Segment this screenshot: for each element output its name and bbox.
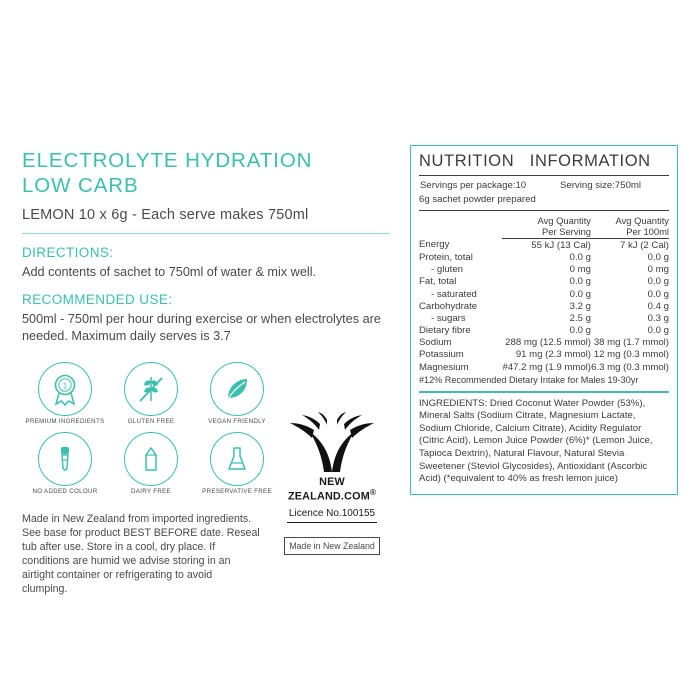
award-ribbon-icon — [38, 362, 92, 416]
serving-size: Serving size:750ml — [560, 180, 642, 191]
sachet-note: 6g sachet powder prepared — [419, 193, 536, 205]
table-row — [419, 251, 669, 263]
row-serving-value: #47.2 mg (1.9 mmol) — [502, 361, 591, 373]
divider — [419, 175, 669, 176]
table-header-row — [419, 214, 669, 239]
serving-info — [419, 179, 669, 206]
product-title-line2: LOW CARB — [22, 174, 139, 197]
row-serving-value: 0.0 g — [569, 288, 591, 300]
badge-dairy-free — [108, 432, 194, 496]
recommended-use-heading: RECOMMENDED USE: — [22, 292, 173, 307]
ingredients-text: INGREDIENTS: Dried Coconut Water Powder (53%), Mineral Salts (Sodium Citrate, Magnesium Lactate, Sodium Chloride, Calcium Citrate), Acidity Regulator (Citric Acid), Lemon Juice Powder (6%)* (Lemon Juice, Tapioca Dextrin), Natural Flavour, Natural Stevia Sweetener (Steviol Glycosides), Antioxidant (Ascorbic Acid) (*equivalent to 40% as fresh lemon juice) — [419, 397, 653, 485]
row-label: Sodium — [419, 337, 452, 349]
row-per100-value: 7 kJ (2 Cal) — [619, 239, 669, 251]
row-per100-value: 6.3 mg (0.3 mmol) — [591, 361, 669, 373]
row-per100-value: 0.0 g — [647, 288, 669, 300]
directions-text: Add contents of sachet to 750ml of water & mix well. — [22, 265, 317, 279]
table-row — [419, 312, 669, 324]
registered-trademark-icon: ® — [369, 488, 377, 497]
row-label: - saturated — [431, 288, 477, 300]
table-row — [419, 239, 669, 252]
nutrition-information-panel — [410, 145, 678, 495]
row-label: Dietary fibre — [419, 325, 471, 337]
row-serving-value: 91 mg (2.3 mmol) — [515, 349, 591, 361]
badge-premium-ingredients — [22, 362, 108, 426]
product-title — [22, 148, 390, 198]
table-row — [419, 264, 669, 276]
badge-label: DAIRY FREE — [131, 488, 171, 495]
row-serving-value: 2.5 g — [569, 312, 591, 324]
row-per100-value: 0.3 g — [647, 312, 669, 324]
row-label: Magnesium — [419, 361, 469, 373]
silver-fern-icon — [284, 412, 380, 474]
row-serving-value: 0 mg — [569, 264, 591, 276]
divider-teal — [419, 391, 669, 392]
table-row — [419, 337, 669, 349]
badge-no-added-colour — [22, 432, 108, 496]
badge-label: VEGAN FRIENDLY — [208, 418, 266, 425]
row-serving-value: 0.0 g — [569, 251, 591, 263]
row-label: - sugars — [431, 312, 466, 324]
table-row — [419, 325, 669, 337]
row-per100-value: 0 mg — [647, 264, 669, 276]
row-serving-value: 288 mg (12.5 mmol) — [505, 337, 591, 349]
row-serving-value: 3.2 g — [569, 300, 591, 312]
badge-group — [22, 362, 282, 496]
table-row — [419, 288, 669, 300]
product-title-line1: ELECTROLYTE HYDRATION — [22, 149, 313, 172]
wheat-crossed-icon — [124, 362, 178, 416]
row-per100-value: 38 mg (1.7 mmol) — [593, 337, 669, 349]
servings-per-package: Servings per package:10 — [420, 180, 527, 191]
spacer — [22, 281, 390, 292]
row-label: Potassium — [419, 349, 464, 361]
badge-row-2 — [22, 432, 282, 496]
header-blank — [419, 214, 502, 239]
badge-label: PRESERVATIVE FREE — [202, 488, 272, 495]
recommended-use-text: 500ml - 750ml per hour during exercise or when electrolytes are needed. Maximum daily serves is 3.7 — [22, 312, 381, 343]
badge-row-1 — [22, 362, 282, 426]
divider-under-subtitle — [22, 233, 390, 234]
header-per-serving: Avg Quantity Per Serving — [502, 214, 591, 239]
table-row — [419, 300, 669, 312]
nz-site-label: NEW ZEALAND.COM® — [287, 476, 377, 503]
flask-icon — [210, 432, 264, 486]
badge-vegan-friendly — [194, 362, 280, 426]
nutrition-panel-title: NUTRITION INFORMATION — [419, 152, 651, 170]
badge-label: PREMIUM INGREDIENTS — [25, 418, 105, 425]
milk-carton-icon — [124, 432, 178, 486]
table-row — [419, 349, 669, 361]
nz-licence-number: Licence No.100155 — [287, 508, 377, 523]
row-per100-value: 0.0 g — [647, 325, 669, 337]
badge-gluten-free — [108, 362, 194, 426]
row-serving-value: 0.0 g — [569, 276, 591, 288]
row-per100-value: 0.4 g — [647, 300, 669, 312]
new-zealand-mark — [276, 412, 388, 555]
badge-label: NO ADDED COLOUR — [32, 488, 98, 495]
badge-preservative-free — [194, 432, 280, 496]
product-subtitle: LEMON 10 x 6g - Each serve makes 750ml — [22, 207, 309, 223]
dropper-icon — [38, 432, 92, 486]
row-label: Carbohydrate — [419, 300, 478, 312]
made-in-new-zealand-badge: Made in New Zealand — [284, 537, 380, 555]
nutrition-table — [419, 214, 669, 373]
divider — [419, 210, 669, 211]
row-serving-value: 0.0 g — [569, 325, 591, 337]
svg-text:1: 1 — [62, 381, 68, 391]
table-row — [419, 361, 669, 373]
leaf-icon — [210, 362, 264, 416]
row-per100-value: 0.0 g — [647, 276, 669, 288]
row-label: Protein, total — [419, 251, 473, 263]
row-per100-value: 0.0 g — [647, 251, 669, 263]
storage-fineprint: Made in New Zealand from imported ingredients. See base for product BEST BEFORE date. Reseal tub after use. Store in a cool, dry place. If conditions are humid we advise storing in an airtight container or refrigerating to avoid clumping. — [22, 513, 260, 595]
table-row — [419, 276, 669, 288]
row-label: Fat, total — [419, 276, 457, 288]
row-per100-value: 12 mg (0.3 mmol) — [593, 349, 669, 361]
directions-heading: DIRECTIONS: — [22, 245, 114, 260]
header-per-100ml: Avg Quantity Per 100ml — [591, 214, 669, 239]
nutrition-footnote: #12% Recommended Dietary Intake for Males 19-30yr — [419, 375, 639, 386]
row-serving-value: 55 kJ (13 Cal) — [531, 239, 591, 251]
row-label: - gluten — [431, 264, 463, 276]
badge-label: GLUTEN FREE — [127, 418, 175, 425]
row-label: Energy — [419, 239, 450, 251]
